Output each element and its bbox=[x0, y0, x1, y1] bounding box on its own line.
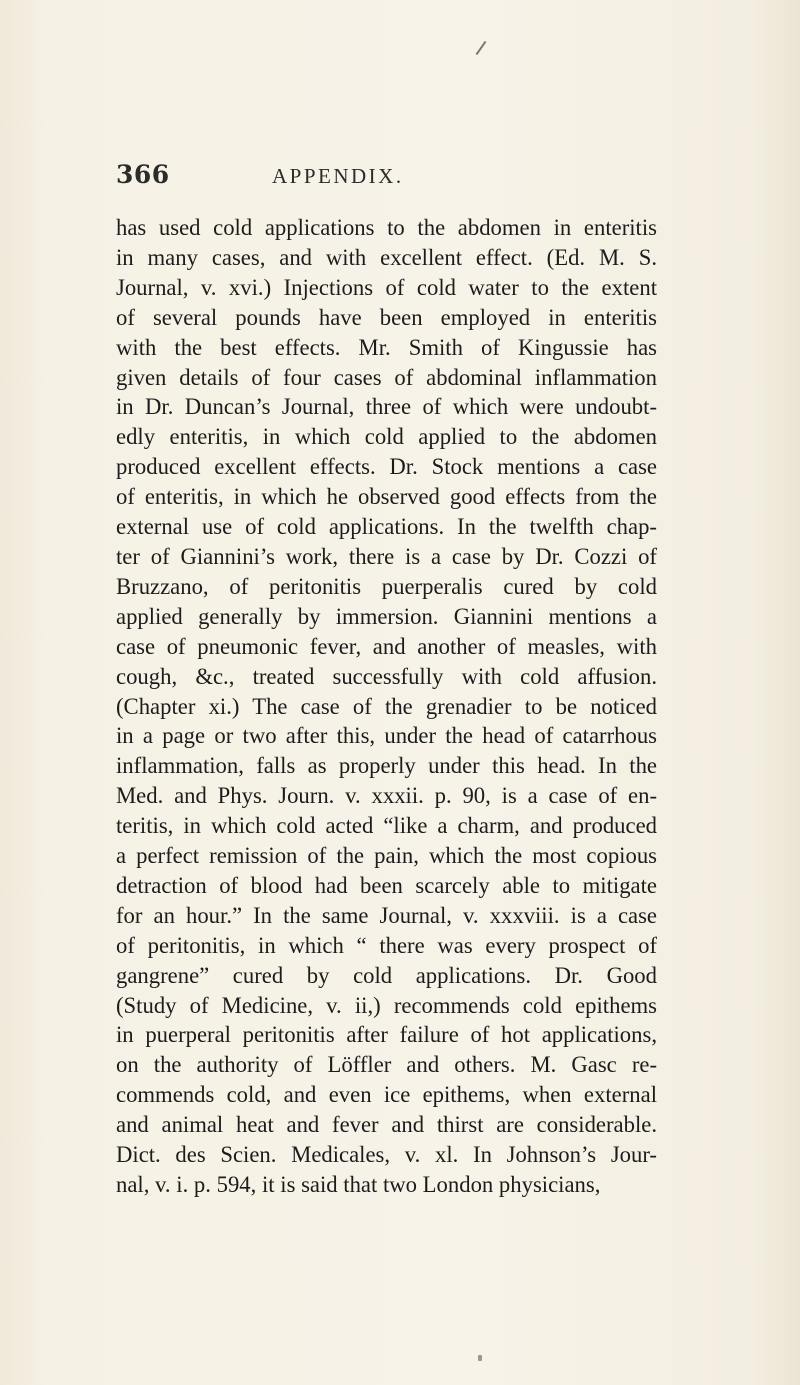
text-line: of enteritis, in which he observed good effects from the bbox=[116, 484, 657, 510]
text-line: given details of four cases of abdominal inflammation bbox=[116, 364, 657, 390]
body-text bbox=[116, 213, 657, 1200]
text-line: has used cold applications to the abdomen in enteritis bbox=[116, 215, 657, 240]
text-line: in a page or two after this, under the head of catarrhous bbox=[116, 723, 657, 749]
text-line: commends cold, and even ice epithems, when external bbox=[116, 1082, 657, 1108]
text-line: Journal, v. xvi.) Injections of cold water to the extent bbox=[116, 274, 657, 300]
running-head: APPENDIX. bbox=[272, 164, 404, 188]
text-line: external use of cold applications. In the twelfth chap- bbox=[116, 514, 657, 540]
page-header bbox=[0, 160, 800, 196]
text-line: produced excellent effects. Dr. Stock mentions a case bbox=[116, 454, 657, 480]
text-line: in puerperal peritonitis after failure of hot applications, bbox=[116, 1022, 657, 1048]
text-line: Med. and Phys. Journ. v. xxxii. p. 90, is a case of en- bbox=[116, 783, 657, 809]
ink-mark bbox=[476, 41, 487, 55]
text-line: Bruzzano, of peritonitis puerperalis cured by cold bbox=[116, 573, 657, 599]
text-line: of several pounds have been employed in enteritis bbox=[116, 304, 657, 330]
text-line: case of pneumonic fever, and another of measles, with bbox=[116, 633, 657, 659]
text-line: and animal heat and fever and thirst are considerable. bbox=[116, 1112, 657, 1138]
text-line: in Dr. Duncan’s Journal, three of which were undoubt- bbox=[116, 394, 657, 420]
text-line: teritis, in which cold acted “like a charm, and produced bbox=[116, 813, 657, 839]
text-line: (Study of Medicine, v. ii,) recommends cold epithems bbox=[116, 992, 657, 1018]
text-line: Dict. des Scien. Medicales, v. xl. In Johnson’s Jour- bbox=[116, 1142, 657, 1168]
text-line: with the best effects. Mr. Smith of Kingussie has bbox=[116, 334, 657, 360]
ink-mark bbox=[478, 1355, 482, 1361]
text-line: inflammation, falls as properly under this head. In the bbox=[116, 753, 657, 779]
text-line: on the authority of Löffler and others. M. Gasc re- bbox=[116, 1052, 657, 1078]
text-line: cough, &c., treated successfully with cold affusion. bbox=[116, 663, 657, 689]
text-line: (Chapter xi.) The case of the grenadier to be noticed bbox=[116, 693, 657, 719]
text-line: a perfect remission of the pain, which the most copious bbox=[116, 843, 657, 869]
text-line: in many cases, and with excellent effect. (Ed. M. S. bbox=[116, 244, 657, 270]
text-line: detraction of blood had been scarcely able to mitigate bbox=[116, 872, 657, 898]
page-number: 366 bbox=[116, 160, 170, 189]
text-line: edly enteritis, in which cold applied to the abdomen bbox=[116, 424, 657, 450]
text-line: for an hour.” In the same Journal, v. xxxviii. is a case bbox=[116, 902, 657, 928]
text-line: of peritonitis, in which “ there was every prospect of bbox=[116, 932, 657, 958]
text-line: applied generally by immersion. Giannini mentions a bbox=[116, 603, 657, 629]
text-line: gangrene” cured by cold applications. Dr. Good bbox=[116, 962, 657, 988]
text-line: ter of Giannini’s work, there is a case by Dr. Cozzi of bbox=[116, 543, 657, 569]
text-line: nal, v. i. p. 594, it is said that two London physicians, bbox=[116, 1172, 601, 1197]
